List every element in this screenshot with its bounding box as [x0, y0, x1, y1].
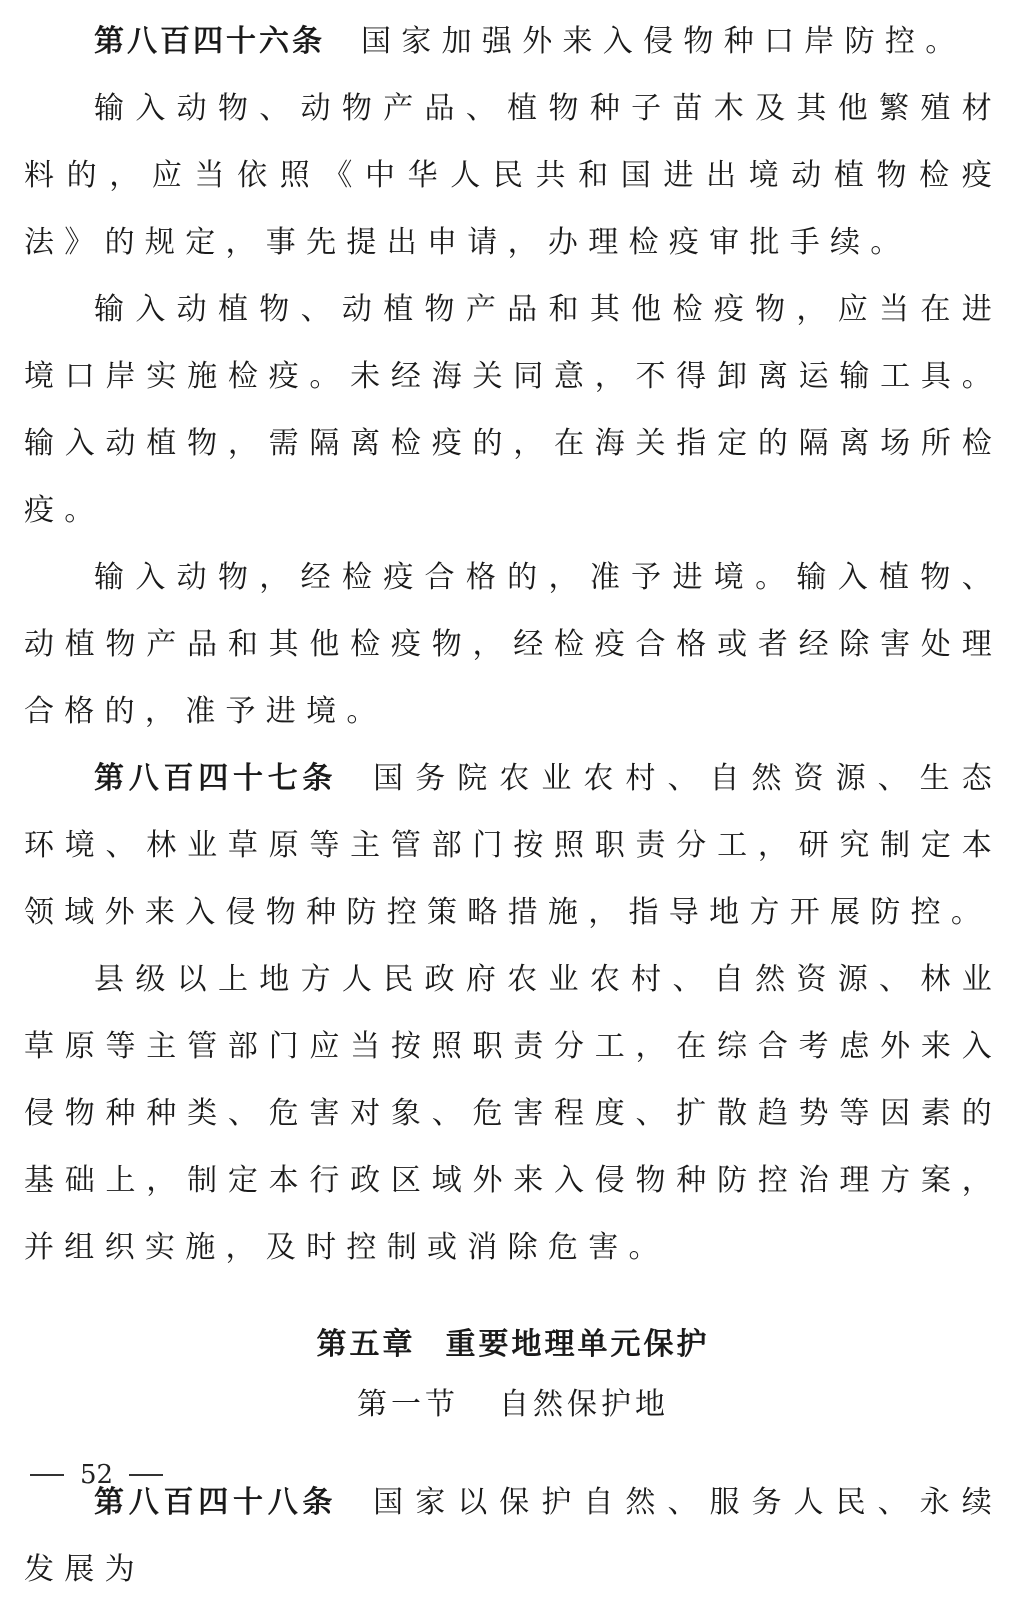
chapter-heading [24, 1315, 1002, 1375]
article-847-lead [24, 745, 1002, 946]
article-846-heading: 第八百四十六条 [94, 24, 325, 59]
section-heading [24, 1375, 1002, 1435]
article-846-lead-text: 国家加强外来入侵物种口岸防控。 [361, 24, 966, 59]
section-number: 第一节 [357, 1387, 459, 1422]
section-title: 自然保护地 [499, 1387, 669, 1422]
article-847-paragraph-1: 县级以上地方人民政府农业农村、自然资源、林业草原等主管部门应当按照职责分工，在综合考虑外来入侵物种种类、危害对象、危害程度、扩散趋势等因素的基础上，制定本行政区域外来入侵物种防控治理方案，并组织实施，及时控制或消除危害。 [24, 962, 1002, 1265]
article-847-lead-text: 国务院农业农村、自然资源、生态环境、林业草原等主管部门按照职责分工，研究制定本领域外来入侵物种防控策略措施，指导地方开展防控。 [24, 761, 1003, 930]
article-846-paragraph-2: 输入动植物、动植物产品和其他检疫物，应当在进境口岸实施检疫。未经海关同意，不得卸离运输工具。输入动植物，需隔离检疫的，在海关指定的隔离场所检疫。 [24, 292, 1002, 528]
chapter-title: 重要地理单元保护 [445, 1327, 710, 1362]
article-848-heading: 第八百四十八条 [94, 1485, 338, 1520]
chapter-number: 第五章 [316, 1327, 416, 1362]
spacer [24, 1281, 1002, 1315]
article-848-lead-text: 国家以保护自然、服务人民、永续发展为 [24, 1485, 1003, 1587]
page-footer [30, 1455, 163, 1495]
document-page [24, 8, 1002, 1603]
page-number: 52 [80, 1460, 114, 1490]
article-848-lead [24, 1469, 1002, 1603]
footer-dash-left [30, 1474, 64, 1476]
footer-dash-right [129, 1474, 163, 1476]
article-846-lead [24, 8, 1002, 75]
spacer [24, 1435, 1002, 1469]
article-846-paragraph-3: 输入动物，经检疫合格的，准予进境。输入植物、动植物产品和其他检疫物，经检疫合格或者经除害处理合格的，准予进境。 [24, 560, 1002, 729]
article-847-heading: 第八百四十七条 [94, 761, 338, 796]
article-846-paragraph-1: 输入动物、动物产品、植物种子苗木及其他繁殖材料的，应当依照《中华人民共和国进出境动植物检疫法》的规定，事先提出申请，办理检疫审批手续。 [24, 91, 1002, 260]
